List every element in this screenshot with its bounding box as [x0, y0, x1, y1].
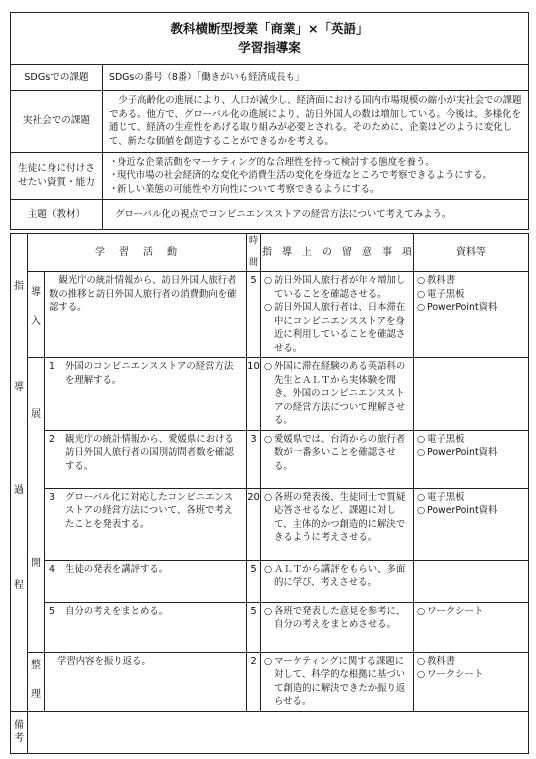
- resource-text: PowerPoint資料: [427, 302, 498, 314]
- resource-text: 教科書: [427, 275, 456, 287]
- note-text: 愛媛県では、台湾からの旅行者数が一番多いことを確認させる。: [274, 433, 406, 472]
- title-line-2: 学習指導案: [238, 40, 301, 55]
- resource-marker: ○: [417, 491, 426, 503]
- dev-resources: [414, 602, 529, 652]
- dev-activity: [45, 430, 247, 488]
- note-text: 訪日外国人旅行者は、日本滞在中にコンビニエンスストアを身近に利用していることを確認させる。: [274, 302, 406, 354]
- resource-marker: ○: [417, 302, 426, 314]
- phase-char: 理: [31, 688, 41, 700]
- remarks-label: [11, 711, 28, 753]
- note-marker: ○: [264, 302, 273, 314]
- dev-row: [11, 560, 529, 602]
- bullet-marker: ・: [109, 156, 119, 168]
- resource-item: [417, 655, 525, 669]
- activity-number: 3: [49, 491, 55, 503]
- dev-activity: [45, 560, 247, 602]
- activity-table: [10, 233, 529, 754]
- resource-item: [417, 491, 525, 505]
- summary-phase-label: [28, 652, 45, 711]
- note-marker: ○: [264, 275, 273, 287]
- phase-char: 導: [31, 287, 41, 299]
- col-activity-header: 学 習 活 動: [28, 234, 247, 272]
- intro-notes: [261, 272, 414, 358]
- resource-text: ワークシート: [427, 669, 484, 681]
- note-item: [264, 491, 410, 545]
- activity-number: 5: [49, 605, 55, 617]
- note-marker: ○: [264, 563, 273, 575]
- dev-row: [11, 430, 529, 488]
- activity-text: 生徒の発表を講評する。: [65, 563, 169, 575]
- resource-marker: ○: [417, 505, 426, 517]
- note-item: [264, 360, 410, 428]
- resource-text: 電子黒板: [427, 288, 465, 300]
- note-marker: ○: [264, 605, 273, 617]
- note-item: [264, 655, 410, 709]
- theme-value: グローバル化の視点でコンビニエンスストアの経営方法について考えてみよう。: [103, 200, 529, 230]
- intro-resources: [414, 272, 529, 358]
- skills-label-line-2: せたい資質・能力: [18, 176, 95, 188]
- phase-char: 入: [31, 316, 41, 328]
- resource-text: PowerPoint資料: [427, 505, 498, 517]
- activity-text: グローバル化に対応したコンビニエンスストアの経営方法について、各班で考えたことを発表する。: [65, 491, 234, 530]
- activity-text: 観光庁の統計情報から、愛媛県における訪日外国人旅行者の国別訪問者数を確認する。: [65, 433, 234, 472]
- dev-row: [11, 602, 529, 652]
- resource-marker: ○: [417, 655, 426, 667]
- intro-phase-label: [28, 272, 45, 358]
- skills-label-line-1: 生徒に身に付けさ: [18, 163, 95, 175]
- phase-char: 開: [31, 558, 41, 570]
- skill-text: 現代市場の社会経済的な変化や消費生活の変化を身近なところで考察できるようにする。: [117, 170, 492, 182]
- col-resources-header: 資料等: [414, 234, 529, 272]
- summary-row: [11, 652, 529, 711]
- col-time-header: [247, 234, 261, 272]
- dev-resources: [414, 488, 529, 560]
- activity-text: 観光庁の統計情報から、訪日外国人旅行者数の推移と訪日外国人旅行者の消費動向を確認する。: [49, 275, 237, 314]
- note-text: 各班の発表後、生徒同士で質疑応答させるなど、課題に対して、主体的かつ創造的に解決できるように考えさせる。: [274, 491, 406, 544]
- resource-marker: ○: [417, 447, 426, 459]
- remarks-content: [28, 711, 529, 753]
- col-time-char-2: 間: [248, 258, 258, 269]
- note-text: 外国に滞在経験のある英語科の先生とＡＬＴから実体験を聞き、外国のコンビニエンスストアの経営方法について理解させる。: [274, 361, 406, 427]
- dev-activity: [45, 602, 247, 652]
- resource-text: 電子黒板: [427, 433, 465, 445]
- lesson-plan-document: [10, 12, 528, 754]
- intro-activity: [45, 272, 247, 358]
- phase-char: 展: [31, 409, 41, 421]
- side-char: 導: [14, 382, 24, 394]
- dev-time: 5: [247, 560, 261, 602]
- side-char: 過: [14, 485, 24, 497]
- dev-notes: [261, 488, 414, 560]
- bullet-marker: ・: [109, 170, 119, 182]
- dev-time: 3: [247, 430, 261, 488]
- resource-marker: ○: [417, 275, 426, 287]
- note-item: [264, 605, 410, 632]
- col-time-char-1: 時: [248, 236, 258, 247]
- intro-row: [11, 272, 529, 358]
- dev-notes: [261, 430, 414, 488]
- table-header-row: [11, 234, 529, 272]
- resource-item: [417, 288, 525, 302]
- summary-notes: [261, 652, 414, 711]
- skill-item: [109, 169, 522, 183]
- resource-item: [417, 433, 525, 447]
- dev-row: [11, 488, 529, 560]
- document-title: [11, 13, 529, 65]
- dev-activity: [45, 358, 247, 431]
- note-item: [264, 301, 410, 355]
- note-marker: ○: [264, 361, 273, 373]
- resource-marker: ○: [417, 288, 426, 300]
- note-text: マーケティングに関する課題に対して、科学的な根拠に基づいて創造的に解決できたか振り返らせる。: [274, 655, 406, 708]
- process-side-label: [11, 234, 28, 712]
- dev-notes: [261, 602, 414, 652]
- dev-resources: [414, 560, 529, 602]
- note-item: [264, 433, 410, 474]
- skills-list: [103, 152, 529, 200]
- phase-char: 考: [14, 733, 24, 745]
- note-marker: ○: [264, 433, 273, 445]
- intro-time: 5: [247, 272, 261, 358]
- dev-phase-label: [28, 358, 45, 653]
- bullet-marker: ・: [109, 183, 119, 195]
- society-label: 実社会での課題: [11, 91, 103, 153]
- activity-number: 2: [49, 433, 55, 445]
- phase-char: 備: [14, 720, 24, 732]
- note-item: [264, 563, 410, 590]
- dev-notes: [261, 560, 414, 602]
- skill-text: 身近な企業活動をマーケティング的な合理性を持って検討する態度を養う。: [117, 156, 435, 168]
- note-marker: ○: [264, 491, 273, 503]
- resource-item: [417, 605, 525, 619]
- note-text: 各班で発表した意見を参考に、自分の考えをまとめさせる。: [274, 605, 406, 631]
- activity-text: 自分の考えをまとめる。: [65, 605, 169, 617]
- theme-label: 主題（教材）: [11, 200, 103, 230]
- note-marker: ○: [264, 655, 273, 667]
- resource-item: [417, 446, 525, 460]
- dev-activity: [45, 488, 247, 560]
- resource-text: ワークシート: [427, 605, 484, 617]
- resource-marker: ○: [417, 605, 426, 617]
- dev-time: 20: [247, 488, 261, 560]
- skill-item: [109, 156, 522, 170]
- col-notes-header: 指 導 上 の 留 意 事 項: [261, 234, 414, 272]
- resource-text: PowerPoint資料: [427, 447, 498, 459]
- resource-item: [417, 668, 525, 682]
- info-table: [10, 12, 529, 230]
- sdgs-label: SDGsでの課題: [11, 65, 103, 91]
- resource-marker: ○: [417, 433, 426, 445]
- title-line-1: 教科横断型授業「商業」×「英語」: [170, 21, 369, 36]
- skill-item: [109, 183, 522, 197]
- dev-time: 5: [247, 602, 261, 652]
- activity-number: 1: [49, 361, 55, 373]
- summary-time: 2: [247, 652, 261, 711]
- resource-text: 電子黒板: [427, 491, 465, 503]
- phase-char: 整: [31, 659, 41, 671]
- resource-marker: ○: [417, 669, 426, 681]
- resource-item: [417, 274, 525, 288]
- dev-time: 10: [247, 358, 261, 431]
- sdgs-value: SDGsの番号（8番）「働きがいも経済成長も」: [103, 65, 529, 91]
- society-text: 少子高齢化の進展により、人口が減少し、経済面における国内市場規模の縮小が実社会での課題である。他方で、グローバル化の進展により、訪日外国人の数は増加している。今後は、多様化を通じて、経済の生産性をあげる取り組みが必要とされる。そのために、企業はどのように変化して、新たな価値を創造することができるかを考える。: [109, 95, 522, 147]
- activity-text: 外国のコンビニエンスストアの経営方法を理解する。: [65, 361, 234, 386]
- skills-label: [11, 152, 103, 200]
- note-item: [264, 274, 410, 301]
- side-char: 指: [14, 281, 24, 293]
- dev-notes: [261, 358, 414, 431]
- skill-text: 新しい業態の可能性や方向性について考察できるようにする。: [117, 183, 380, 195]
- society-value: [103, 91, 529, 153]
- dev-resources: [414, 358, 529, 431]
- side-char: 程: [14, 580, 24, 592]
- remarks-row: [11, 711, 529, 753]
- activity-number: 4: [49, 563, 55, 575]
- dev-row: [11, 358, 529, 431]
- summary-resources: [414, 652, 529, 711]
- resource-text: 教科書: [427, 655, 456, 667]
- dev-resources: [414, 430, 529, 488]
- summary-activity: 学習内容を振り返る。: [45, 652, 247, 711]
- note-text: 訪日外国人旅行者が年々増加していることを確認させる。: [274, 275, 406, 300]
- note-text: ＡＬＴから講評をもらい、多面的に学び、考えさせる。: [274, 563, 406, 589]
- resource-item: [417, 301, 525, 315]
- resource-item: [417, 504, 525, 518]
